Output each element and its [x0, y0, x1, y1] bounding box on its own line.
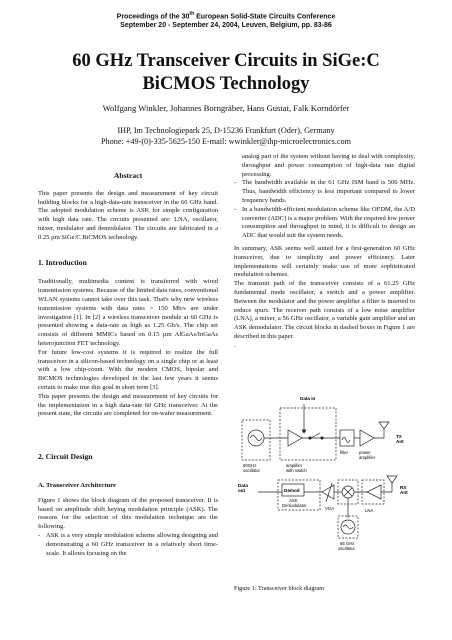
power-amplifier-triangle [360, 430, 374, 446]
osc2-label-b: oscillator [338, 546, 355, 551]
rx-ant-label-b: Ant [400, 490, 408, 495]
tx-ant-label-b: Ant [396, 439, 404, 444]
affiliation-contact: Phone: +49-(0)-335-5625-150 E-mail: wwinkler@ihp-microelectronics.com [101, 137, 351, 146]
tx-antenna [379, 422, 389, 429]
bullet-text-3: In a bandwidth-efficient modulation scheme like OFDM, the A/D converter (ADC) is a major problem. With the required low power consumption and throughput in mind, it is difficult to design an ADC that would suit the system needs. [242, 205, 415, 240]
data-out-label-b: out [238, 488, 246, 493]
stray-dot: . [234, 341, 236, 349]
vga-label: VGA [325, 506, 335, 511]
amp-label-b: with switch [286, 468, 307, 473]
lna-triangle [367, 485, 381, 499]
pa-label-a: power [359, 450, 371, 455]
osc1-label-b: oscillator [243, 468, 260, 473]
title-line-2: BiCMOS Technology [142, 74, 310, 94]
osc2-label-a: 56 GHz [340, 541, 355, 546]
proceedings-ordinal: th [189, 11, 195, 17]
data-in-label: Data in [300, 396, 316, 401]
switch-contact-2 [321, 437, 323, 439]
circuit-design-heading: 2. Circuit Design [38, 452, 93, 462]
rx-antenna [387, 476, 397, 483]
switch-contact [309, 437, 311, 439]
bullet-continuation: analog part of the system without having to deal with complexity, throughput and power consumption of high-data rate digital processing. [242, 153, 415, 178]
bullet-item-3: - In a bandwidth-efficient modulation scheme like OFDM, the A/D converter (ADC) is a major problem. With the required low power consumption and throughput in mind, it is difficult to design an ADC that would suit the system needs. [234, 205, 415, 240]
right-column [234, 153, 415, 351]
architecture-paragraph: Figure 1 shows the block diagram of the proposed transceiver. It is based on amplitude shift keying modulation principle (ASK). The reasons for the selection of this modulation technique are the following. [38, 496, 218, 531]
abstract-text: This paper presents the design and measurement of key circuit building blocks for a high-data-rate transceiver in the 60 GHz band. The adopted modulation scheme is ASK for simple configuration with high data rate. The circuits presented are: LNA, oscillator, mixer, modulator and demodulator. The circuits are fabricated in a 0.25 µm SiGe:C BiCMOS technology. [38, 189, 218, 241]
proceedings-line-2: September 20 - September 24, 2004, Leuven, Belgium, pp. 83-86 [120, 22, 332, 30]
figure-caption: Figure 1: Transceiver block diagram [234, 585, 325, 592]
block-diagram-svg [234, 372, 415, 580]
switch-arm [311, 433, 320, 438]
intro-paragraph-1: Traditionally, multimedia content is transferred with wired transmission systems. Because of the limited data rates, conventional WLAN systems cannot take over this task. That's why new wireless transmission systems with data rates > 150 Mb/s are under investigation [1]. In [2] a wireless transceiver module at 60 GHz is presented showing a data-rate as high as 1.25 Gb/s. The chip set consists of different MMICs based on 0.15 µm AlGaAs/InGaAs heterojunction FET technology. [38, 278, 218, 347]
authors: Wolfgang Winkler, Johannes Borngräber, Hans Gustat, Falk Korndörfer [102, 103, 350, 113]
affiliation [0, 125, 452, 147]
summary-paragraph: In summary, ASK seems well suited for a first-generation 60 GHz transceiver, due to simplicity and power efficiency. Later implementations will certainly make use of more sophisticated modulation schemes. [234, 244, 415, 279]
filter-box [340, 430, 354, 446]
bullet-item-1: - ASK is a very simple modulation scheme allowing designing and demonstrating a 60 GHz transceiver in a relatively short time-scale. It allows focusing on the [38, 531, 218, 557]
pa-label-b: amplifier [359, 455, 376, 460]
intro-paragraph-2: For future low-cost systems it is required to realize the full transceiver in a silicon-based technology on a single chip or at least with a low chip-count. With the modern CMOS, bipolar and BiCMOS technologies developed in the last few years it seems certain to make true this goal in short term [3]. [38, 348, 218, 391]
vga-triangle [322, 485, 334, 499]
transmit-path-paragraph: The transmit path of the transceiver consists of a 61.25 GHz fundamental mode oscillator, a switch and a power amplifier. Between the modulator and the power amplifier a filter is inserted to reduce spurs. The receiver path consists of a low noise amplifier (LNA), a mixer, a 56 GHz oscillator, a variable gain amplifier and an ASK demodulator. The circuit blocks in dashed boxes in Figure 1 are described in this paper. [234, 280, 415, 340]
affiliation-address: IHP, Im Technologiepark 25, D-15236 Frankfurt (Oder), Germany [117, 126, 335, 135]
filter-label: filter [340, 450, 349, 455]
ask-label-a: ASK [289, 498, 298, 503]
lna-label: LNA [365, 508, 374, 513]
osc1-label-a: 60GHz [243, 463, 257, 468]
proceedings-line-1: Proceedings of the 30 [116, 13, 190, 21]
tx-ant-label-a: TX [396, 434, 402, 439]
data-out-label-a: Data [238, 483, 248, 488]
data-in-arrow [302, 430, 306, 433]
intro-paragraph-3: This paper presents the design and measurement of key circuits for the implementation in a high data-rate 60 GHz transceiver. At the present state, the circuits are completed for on-wafer measurement. [38, 392, 218, 418]
proceedings-line-1-rest: European Solid-State Circuits Conference [194, 13, 336, 21]
bullet-text-2: The bandwidth available in the 61 GHz ISM band is 500 MHz. Thus, bandwidth efficiency is less important compared to lower frequency bands. [242, 179, 415, 204]
ask-label-b: Demodulator [282, 503, 307, 508]
left-column [38, 172, 218, 558]
paper-title [30, 50, 422, 96]
architecture-subheading: A. Transceiver Architecture [38, 481, 116, 489]
intro-heading: 1. Introduction [38, 257, 87, 267]
bullet-item-2: - The bandwidth available in the 61 GHz ISM band is 500 MHz. Thus, bandwidth efficiency is less important compared to lower frequency bands. [234, 179, 415, 204]
transceiver-block-diagram [234, 372, 415, 580]
demod-label: Demod [284, 488, 300, 493]
amplifier-triangle [288, 430, 302, 446]
amp-label-a: amplifier [286, 463, 303, 468]
rx-ant-label-a: RX [400, 485, 407, 490]
bullet-text-1: ASK is a very simple modulation scheme allowing designing and demonstrating a 60 GHz transceiver in a relatively short time-scale. It allows focusing on the [46, 531, 218, 557]
title-line-1: 60 GHz Transceiver Circuits in SiGe:C [72, 51, 380, 71]
proceedings-header [0, 10, 452, 30]
abstract-heading: Abstract [113, 171, 143, 180]
